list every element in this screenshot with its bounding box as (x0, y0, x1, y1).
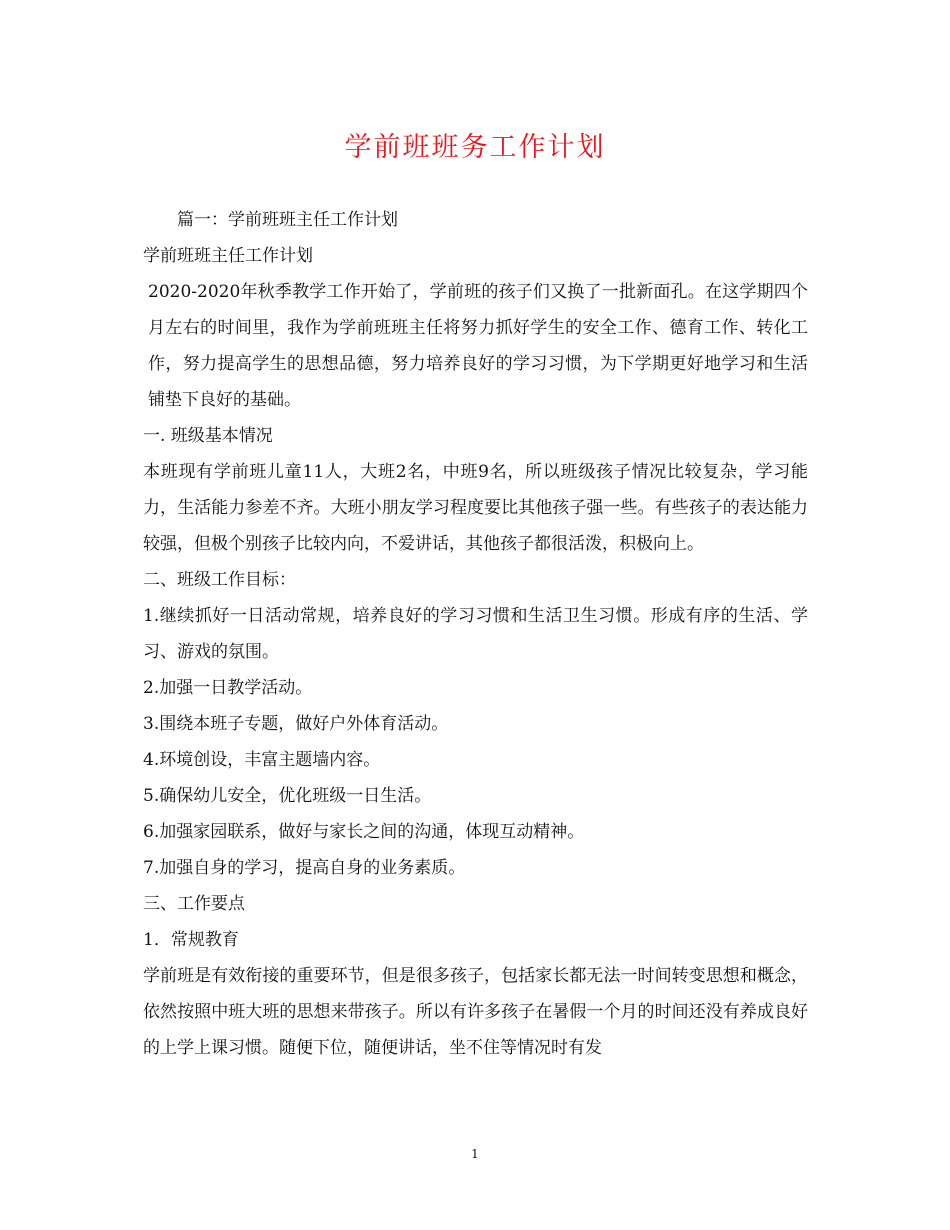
goal-item-1: 1.继续抓好一日活动常规，培养良好的学习习惯和生活卫生习惯。形成有序的生活、学习、游戏的氛围。 (143, 606, 808, 662)
goal-item-4: 4.环境创设，丰富主题墙内容。 (143, 750, 381, 770)
section-heading-work-points: 三、工作要点 (143, 894, 245, 914)
document-title: 学前班班务工作计划 (344, 132, 606, 163)
basic-situation-paragraph: 本班现有学前班儿童11人，大班2名，中班9名，所以班级孩子情况比较复杂，学习能力，生活能力参差不齐。大班小朋友学习程度要比其他孩子强一些。有些孩子的表达能力较强，但极个别孩子比较内向，不爱讲话，其他孩子都很活泼，积极向上。 (143, 462, 808, 554)
goal-item-5: 5.确保幼儿安全，优化班级一日生活。 (143, 786, 432, 806)
goal-item-2: 2.加强一日教学活动。 (143, 678, 313, 698)
goal-item-3: 3.围绕本班子专题，做好户外体育活动。 (143, 714, 449, 734)
page-number: 1 (471, 1147, 479, 1161)
document-body (143, 202, 808, 1066)
routine-education-paragraph: 学前班是有效衔接的重要环节，但是很多孩子，包括家长都无法一时间转变思想和概念，依然按照中班大班的思想来带孩子。所以有许多孩子在暑假一个月的时间还没有养成良好的上学上课习惯。随便下位，随便讲话，坐不住等情况时有发 (143, 966, 808, 1058)
section-heading-article-one: 篇一：学前班班主任工作计划 (177, 210, 398, 230)
section-heading-work-goals: 二、班级工作目标： (143, 570, 296, 590)
goal-item-7: 7.加强自身的学习，提高自身的业务素质。 (143, 858, 466, 878)
subtitle-paragraph: 学前班班主任工作计划 (143, 246, 313, 266)
section-heading-basic-situation: 一. 班级基本情况 (143, 426, 273, 446)
intro-paragraph: 2020-2020年秋季教学工作开始了，学前班的孩子们又换了一批新面孔。在这学期四个月左右的时间里，我作为学前班班主任将努力抓好学生的安全工作、德育工作、转化工作，努力提高学生的思想品德，努力培养良好的学习习惯，为下学期更好地学习和生活铺垫下良好的基础。 (148, 282, 808, 410)
subheading-routine-education: 1．常规教育 (143, 930, 239, 950)
goal-item-6: 6.加强家园联系，做好与家长之间的沟通，体现互动精神。 (143, 822, 585, 842)
